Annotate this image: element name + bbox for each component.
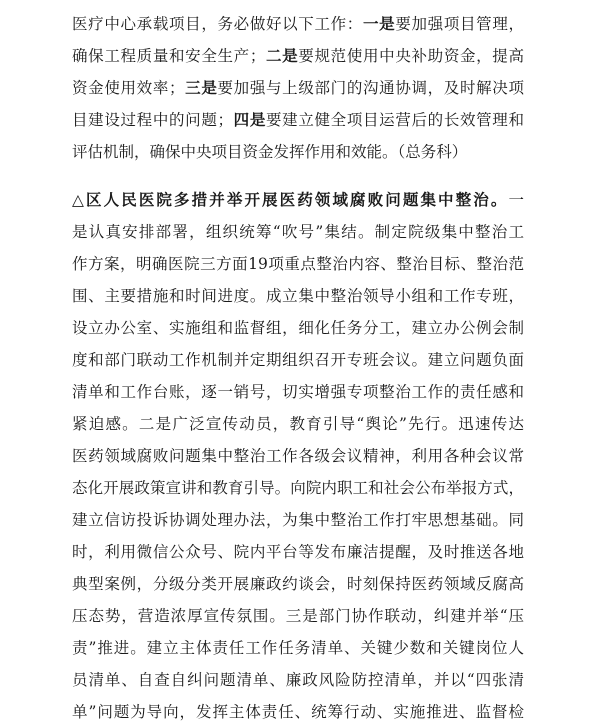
bold-marker: 一是 (362, 15, 396, 33)
text: 目建设过程中的问题； (72, 111, 233, 129)
text: 一 (508, 191, 524, 209)
para1-line-3 (72, 72, 524, 104)
para1-line-5: 评估机制，确保中央项目资金发挥作用和效能。（总务科） (72, 143, 468, 161)
para2-line: 设立办公室、实施组和监督组，细化任务分工，建立办公例会制 (72, 319, 524, 337)
text: 要建立健全项目运营后的长效管理和 (266, 111, 524, 129)
para2-line: 时，利用微信公众号、院内平台等发布廉洁提醒，及时推送各地 (72, 543, 524, 561)
para2-line: 建立信访投诉协调处理办法，为集中整治工作打牢思想基础。同 (72, 511, 524, 529)
para2-line: 员清单、自查自纠问题清单、廉政风险防控清单，并以“四张清 (72, 671, 524, 689)
para1-line-4 (72, 104, 524, 136)
para2-line: 压态势，营造浓厚宣传氛围。三是部门协作联动，纠建并举“压 (72, 607, 524, 625)
para2-line: 是认真安排部署，组织统筹“吹号”集结。制定院级集中整治工 (72, 223, 524, 241)
para1-line-2 (72, 40, 524, 72)
bold-marker: 四是 (233, 111, 266, 129)
para2-line: 清单和工作台账，逐一销号，切实增强专项整治工作的责任感和 (72, 383, 524, 401)
para2-title-line (72, 184, 524, 216)
bold-marker: 三是 (184, 79, 218, 97)
para2-line: 单”问题为导向，发挥主体责任、统筹行动、实施推进、监督检 (72, 703, 524, 721)
para2-line: 医药领域腐败问题集中整治工作各级会议精神，利用各种会议常 (72, 447, 524, 465)
para2-line: 典型案例，分级分类开展廉政约谈会，时刻保持医药领域反腐高 (72, 575, 524, 593)
bold-marker: 二是 (265, 47, 299, 65)
para2-line: 围、主要措施和时间进度。成立集中整治领导小组和工作专班， (72, 287, 524, 305)
section-title: △区人民医院多措并举开展医药领域腐败问题集中整治。 (72, 191, 509, 209)
para2-line: 度和部门联动工作机制并定期组织召开专班会议。建立问题负面 (72, 351, 524, 369)
text: 要加强与上级部门的沟通协调，及时解决项 (217, 79, 524, 97)
para2-line: 责”推进。建立主体责任工作任务清单、关键少数和关键岗位人 (72, 639, 524, 657)
text: 确保工程质量和安全生产； (72, 47, 266, 65)
text: 医疗中心承载项目，务必做好以下工作： (72, 15, 363, 33)
text: 要加强项目管理， (395, 15, 524, 33)
para2-line: 态化开展政策宣讲和教育引导。向院内职工和社会公布举报方式， (72, 479, 524, 497)
para1-line-1 (72, 8, 524, 40)
para2-line: 作方案，明确医院三方面19项重点整治内容、整治目标、整治范 (72, 255, 524, 273)
para2-line: 紧迫感。二是广泛宣传动员，教育引导“舆论”先行。迅速传达 (72, 415, 524, 433)
text: 资金使用效率； (72, 79, 185, 97)
text: 要规范使用中央补助资金，提高 (298, 47, 524, 65)
